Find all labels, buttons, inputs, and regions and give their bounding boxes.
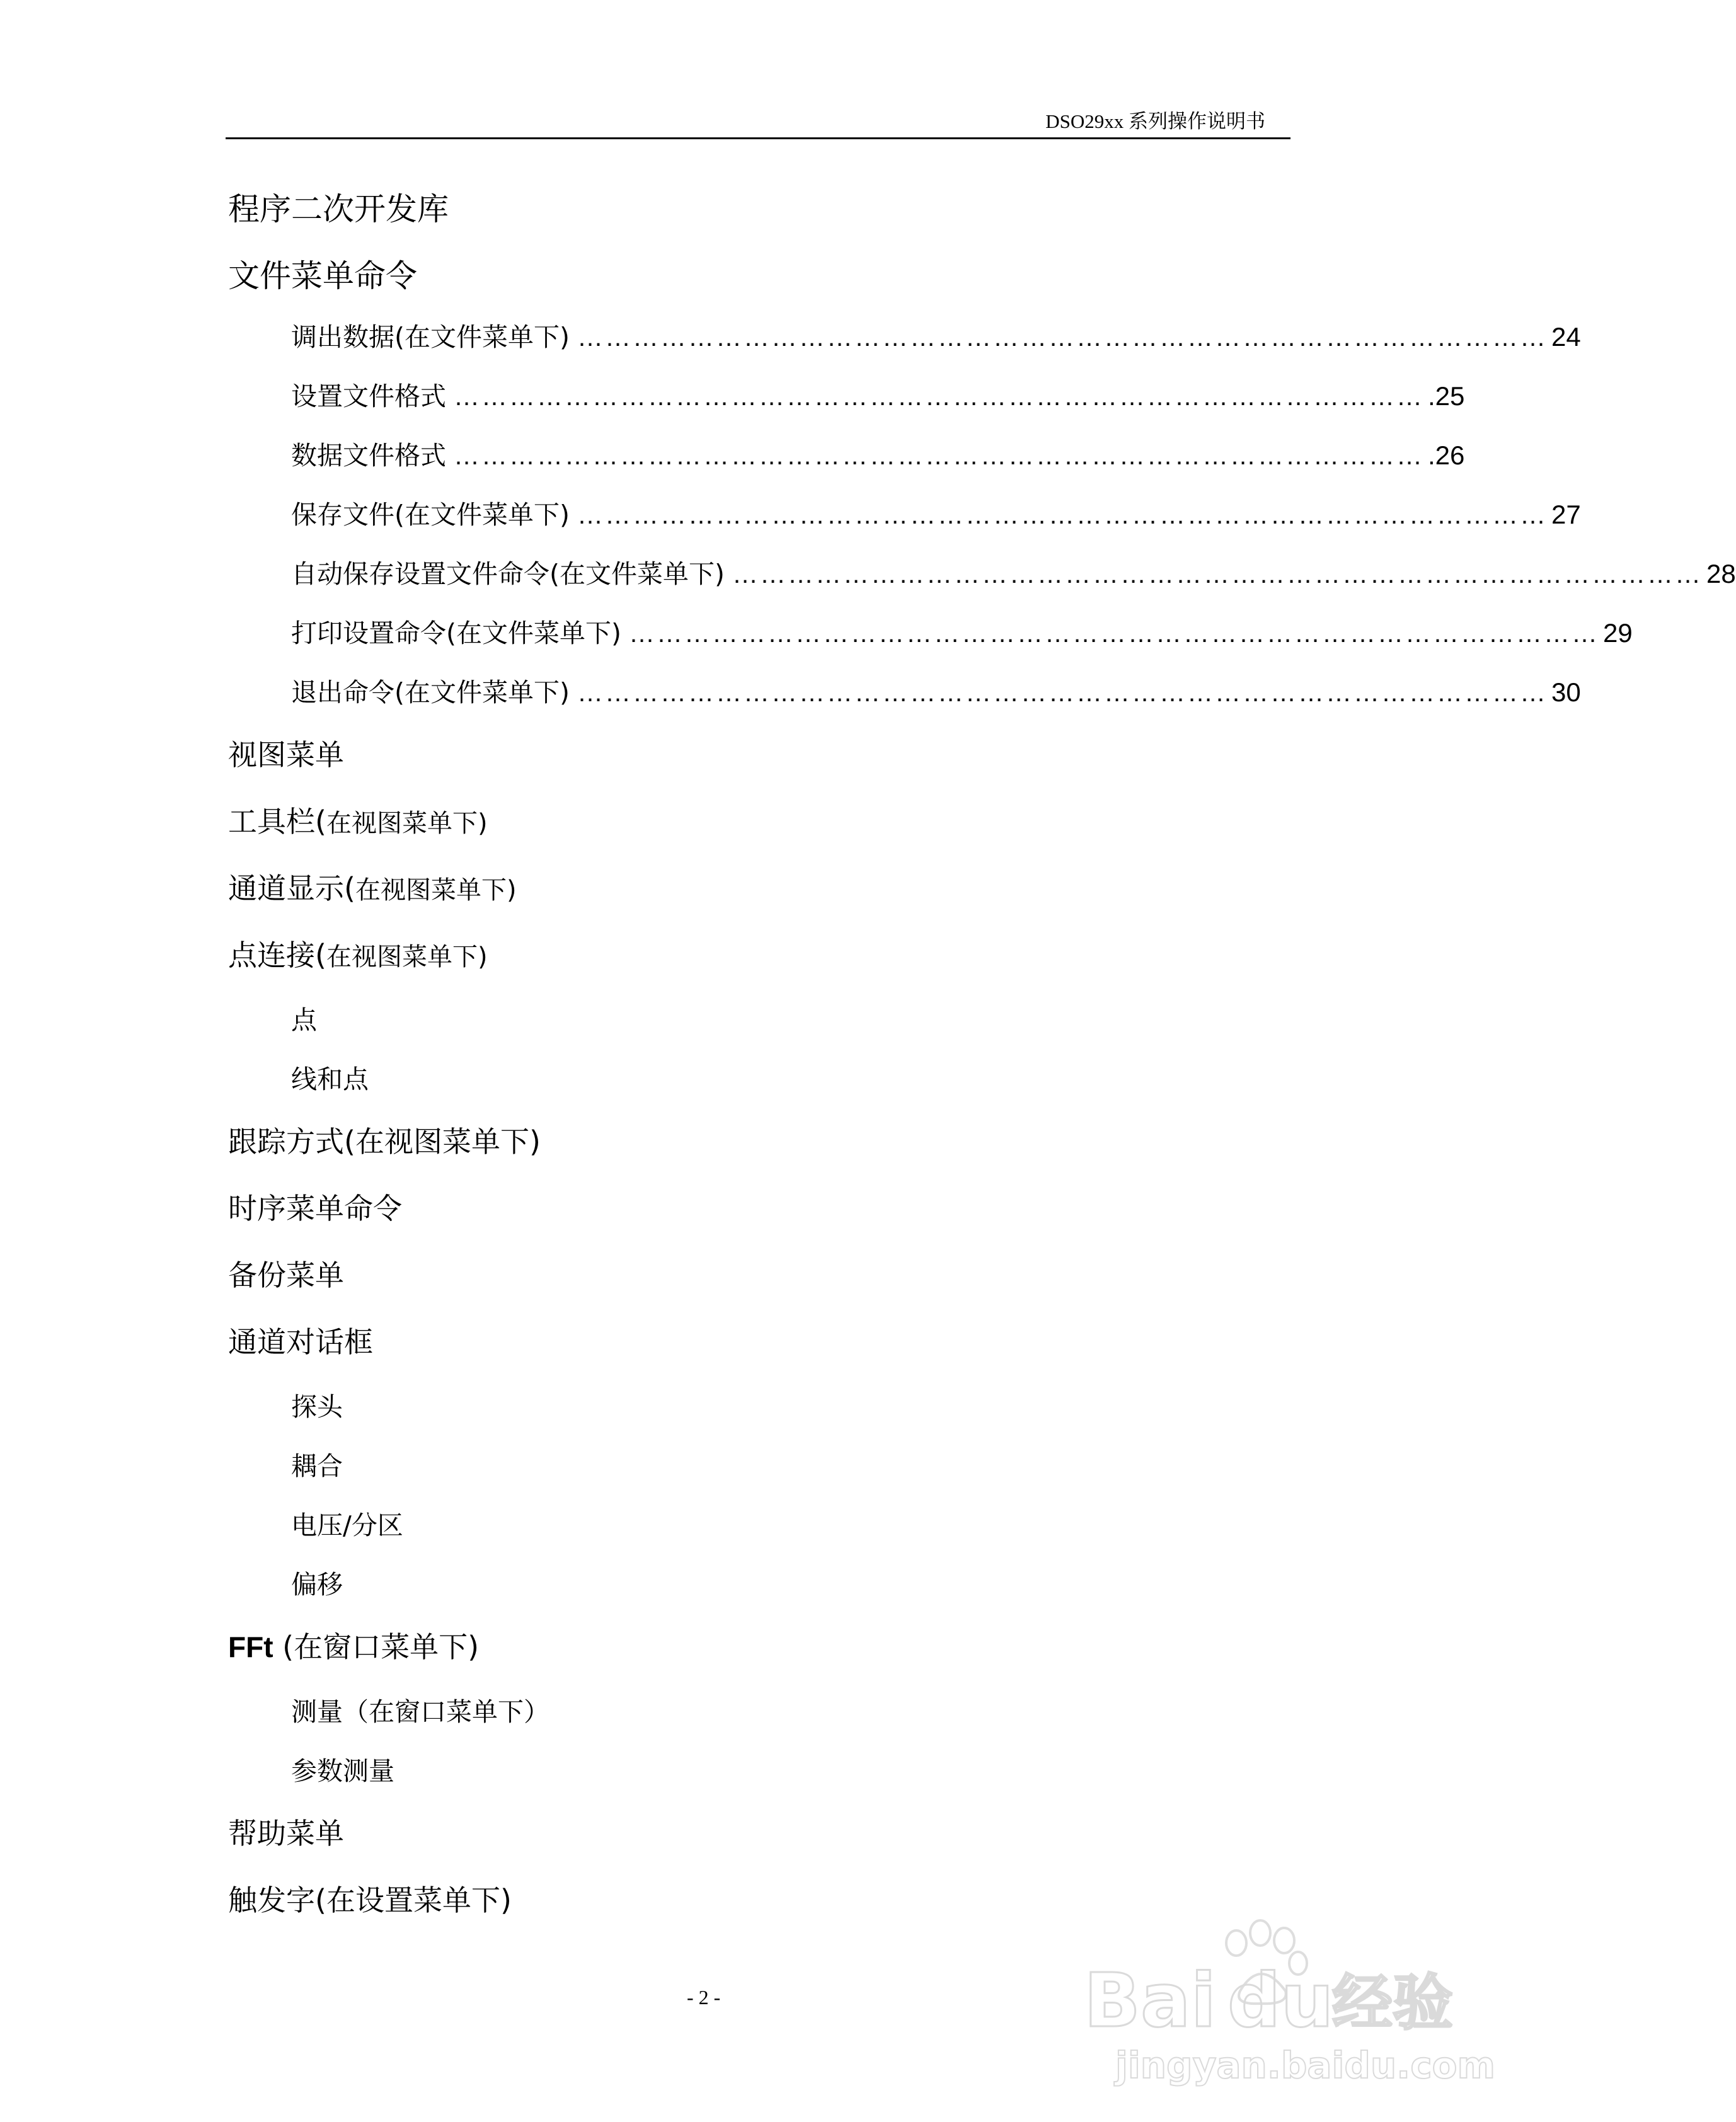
toc-heading-channel-dialog[interactable]: 通道对话框 bbox=[228, 1325, 373, 1359]
toc-entry-page: 24 bbox=[1551, 322, 1581, 352]
toc-heading-main: 工具栏( bbox=[228, 805, 326, 839]
toc-entry[interactable] bbox=[291, 494, 1581, 531]
dot-leader: …………………………………………………………………………………………… bbox=[577, 500, 1548, 529]
toc-heading-help-menu[interactable]: 帮助菜单 bbox=[228, 1816, 344, 1850]
toc-item-line-dot[interactable]: 线和点 bbox=[291, 1064, 369, 1094]
toc-entry-label: 保存文件(在文件菜单下) bbox=[291, 500, 570, 530]
toc-entry-page: .25 bbox=[1428, 381, 1465, 411]
toc-heading-suffix: 在视图菜单下) bbox=[326, 809, 488, 838]
toc-heading-view-menu[interactable]: 视图菜单 bbox=[228, 738, 344, 772]
toc-entry[interactable] bbox=[291, 435, 1465, 472]
toc-entry-page: .26 bbox=[1428, 440, 1465, 470]
toc-heading-toolbar[interactable] bbox=[228, 799, 488, 840]
toc-entry-label: 调出数据(在文件菜单下) bbox=[291, 322, 570, 352]
toc-item-param-measure[interactable]: 参数测量 bbox=[291, 1756, 394, 1786]
toc-heading-suffix: 在视图菜单下) bbox=[326, 943, 488, 972]
toc-heading-trigger-word[interactable]: 触发字(在设置菜单下) bbox=[228, 1883, 512, 1917]
page-header bbox=[226, 106, 1291, 139]
toc-entry-page: 30 bbox=[1551, 677, 1581, 707]
toc-heading-timing-menu[interactable]: 时序菜单命令 bbox=[228, 1191, 402, 1225]
toc-entry-label: 数据文件格式 bbox=[291, 440, 446, 471]
toc-heading-suffix: 在视图菜单下) bbox=[355, 876, 517, 905]
toc-item-measure[interactable]: 测量（在窗口菜单下） bbox=[291, 1697, 549, 1727]
dot-leader: …………………………………………………………………………………………… bbox=[454, 382, 1424, 411]
watermark-brand-du: du bbox=[1227, 1957, 1334, 2044]
toc-item-volt-div[interactable]: 电压/分区 bbox=[291, 1510, 403, 1540]
dot-leader: …………………………………………………………………………………………… bbox=[629, 619, 1599, 648]
toc-heading-suffix: (在窗口菜单下) bbox=[273, 1630, 480, 1664]
toc-item-probe[interactable]: 探头 bbox=[291, 1392, 343, 1422]
toc-heading-library[interactable]: 程序二次开发库 bbox=[228, 191, 449, 227]
toc-heading-backup-menu[interactable]: 备份菜单 bbox=[228, 1258, 344, 1292]
toc-entry[interactable] bbox=[291, 316, 1581, 353]
toc-entry-label: 退出命令(在文件菜单下) bbox=[291, 677, 570, 708]
toc-heading-fft[interactable] bbox=[228, 1624, 479, 1666]
dot-leader: …………………………………………………………………………………………… bbox=[732, 559, 1703, 588]
watermark-url: jingyan.baidu.com bbox=[1115, 2044, 1495, 2087]
toc-heading-trace-mode[interactable]: 跟踪方式(在视图菜单下) bbox=[228, 1125, 541, 1159]
toc-entry[interactable] bbox=[291, 376, 1465, 413]
toc-entry-label: 设置文件格式 bbox=[291, 381, 446, 411]
toc-heading-main: FFt bbox=[228, 1631, 273, 1663]
toc-entry-label: 打印设置命令(在文件菜单下) bbox=[291, 618, 621, 648]
toc-heading-dot-connect[interactable] bbox=[228, 932, 488, 974]
dot-leader: …………………………………………………………………………………………… bbox=[454, 441, 1424, 470]
toc-entry-page: 28 bbox=[1706, 559, 1736, 588]
toc-entry[interactable] bbox=[291, 672, 1581, 709]
toc-heading-file-menu[interactable]: 文件菜单命令 bbox=[228, 258, 417, 294]
toc-item-coupling[interactable]: 耦合 bbox=[291, 1451, 343, 1481]
toc-entry[interactable] bbox=[291, 553, 1736, 590]
toc-entry-page: 27 bbox=[1551, 500, 1581, 529]
toc-item-dot[interactable]: 点 bbox=[291, 1005, 317, 1035]
toc-entry-page: 29 bbox=[1603, 618, 1633, 648]
page-number: - 2 - bbox=[687, 1986, 721, 2009]
baidu-watermark bbox=[1071, 1903, 1495, 2092]
toc-entry-label: 自动保存设置文件命令(在文件菜单下) bbox=[291, 559, 725, 589]
toc-heading-channel-display[interactable] bbox=[228, 866, 517, 907]
header-title: DSO29xx 系列操作说明书 bbox=[1045, 110, 1265, 132]
toc-heading-main: 通道显示( bbox=[228, 871, 355, 905]
watermark-brand: Bai bbox=[1084, 1957, 1217, 2044]
dot-leader: …………………………………………………………………………………………… bbox=[577, 678, 1548, 707]
watermark-cn: 经验 bbox=[1332, 1968, 1453, 2038]
toc-entry[interactable] bbox=[291, 612, 1633, 650]
dot-leader: …………………………………………………………………………………………… bbox=[577, 323, 1548, 352]
toc-heading-main: 点连接( bbox=[228, 938, 326, 972]
toc-item-offset[interactable]: 偏移 bbox=[291, 1569, 343, 1600]
